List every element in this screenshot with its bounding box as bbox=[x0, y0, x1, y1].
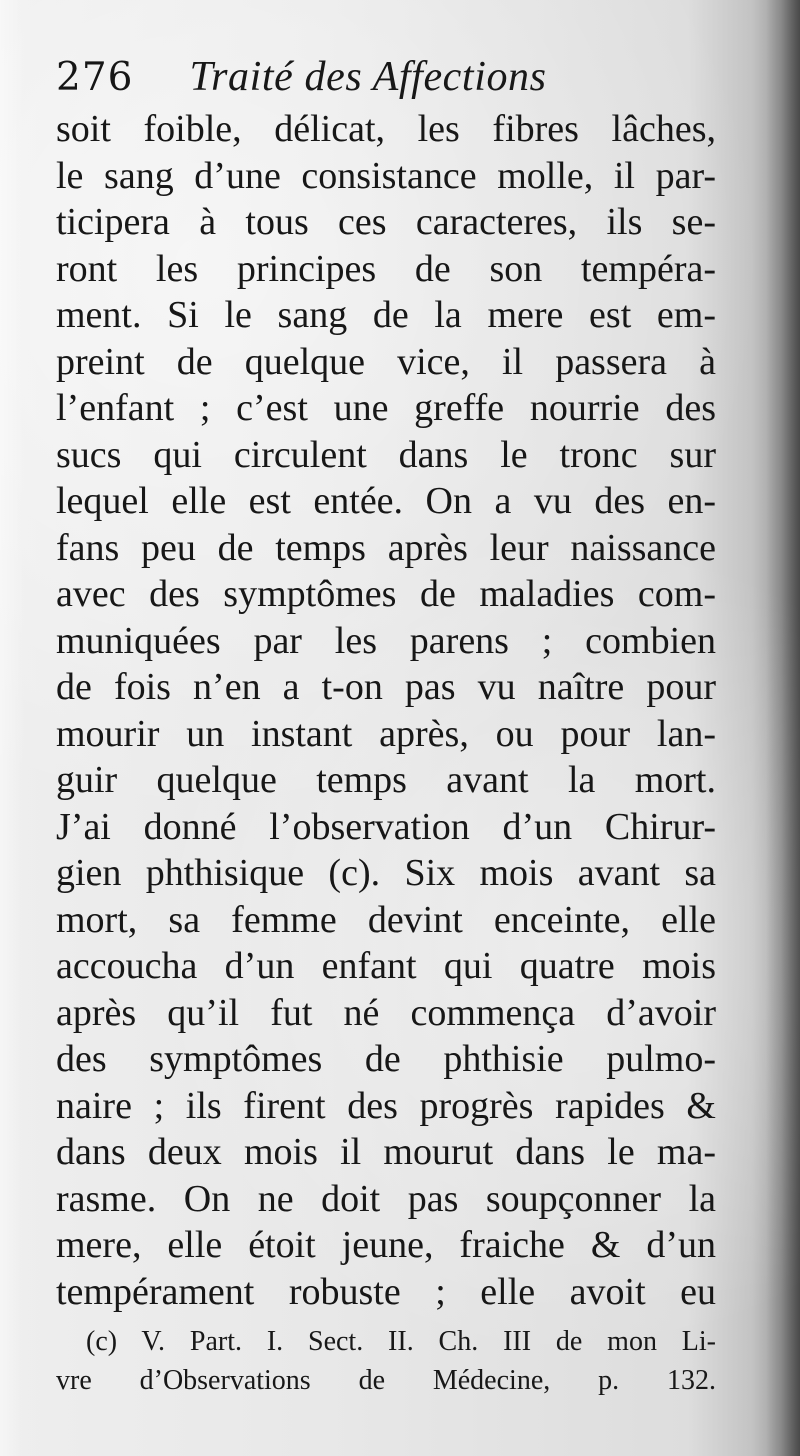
text-line: l’enfant ; c’est une greffe nourrie des bbox=[56, 387, 716, 429]
running-title: Traité des Affections bbox=[189, 54, 547, 100]
text-line: muniquées par les parens ; combien bbox=[56, 619, 716, 662]
page-left-highlight bbox=[0, 0, 24, 1456]
text-line: mere, elle étoit jeune, fraiche & d’un bbox=[56, 1224, 716, 1266]
running-header bbox=[56, 51, 716, 103]
text-line: des symptômes de phthisie pulmo- bbox=[56, 1038, 716, 1080]
text-line: ront les principes de son tempéra- bbox=[56, 247, 716, 290]
text-line: gien phthisique (c). Six mois avant sa bbox=[56, 852, 716, 894]
text-line: soit foible, délicat, les fibres lâches, bbox=[56, 108, 716, 150]
body-text bbox=[56, 106, 716, 1316]
text-line: preint de quelque vice, il passera à bbox=[56, 340, 716, 383]
text-line: après qu’il fut né commença d’avoir bbox=[56, 991, 716, 1034]
text-line: mort, sa femme devint enceinte, elle bbox=[56, 898, 716, 941]
text-line: avec des symptômes de maladies com- bbox=[56, 573, 716, 615]
page-number: 276 bbox=[56, 55, 134, 100]
text-line: le sang d’une consistance molle, il par- bbox=[56, 154, 716, 197]
footnote bbox=[56, 1322, 716, 1408]
text-line: fans peu de temps après leur naissance bbox=[56, 526, 716, 569]
page-right-shadow bbox=[766, 0, 800, 1456]
footnote-line: vre d’Observations de Médecine, p. 132. bbox=[56, 1365, 716, 1396]
footnote-line: (c) V. Part. I. Sect. II. Ch. III de mon Li- bbox=[86, 1326, 716, 1357]
text-line: de fois n’en a t-on pas vu naître pour bbox=[56, 666, 716, 708]
text-line: tempérament robuste ; elle avoit eu bbox=[56, 1270, 716, 1313]
text-line: naire ; ils firent des progrès rapides & bbox=[56, 1084, 716, 1127]
text-line: ticipera à tous ces caracteres, ils se- bbox=[56, 201, 716, 243]
text-line: sucs qui circulent dans le tronc sur bbox=[56, 433, 716, 476]
text-line: dans deux mois il mourut dans le ma- bbox=[56, 1131, 716, 1173]
text-line: ment. Si le sang de la mere est em- bbox=[56, 294, 716, 336]
text-line: guir quelque temps avant la mort. bbox=[56, 759, 716, 801]
text-line: accoucha d’un enfant qui quatre mois bbox=[56, 945, 716, 987]
text-line: lequel elle est entée. On a vu des en- bbox=[56, 480, 716, 522]
text-line: J’ai donné l’observation d’un Chirur- bbox=[56, 805, 716, 848]
text-line: rasme. On ne doit pas soupçonner la bbox=[56, 1177, 716, 1220]
text-line: mourir un instant après, ou pour lan- bbox=[56, 712, 716, 755]
